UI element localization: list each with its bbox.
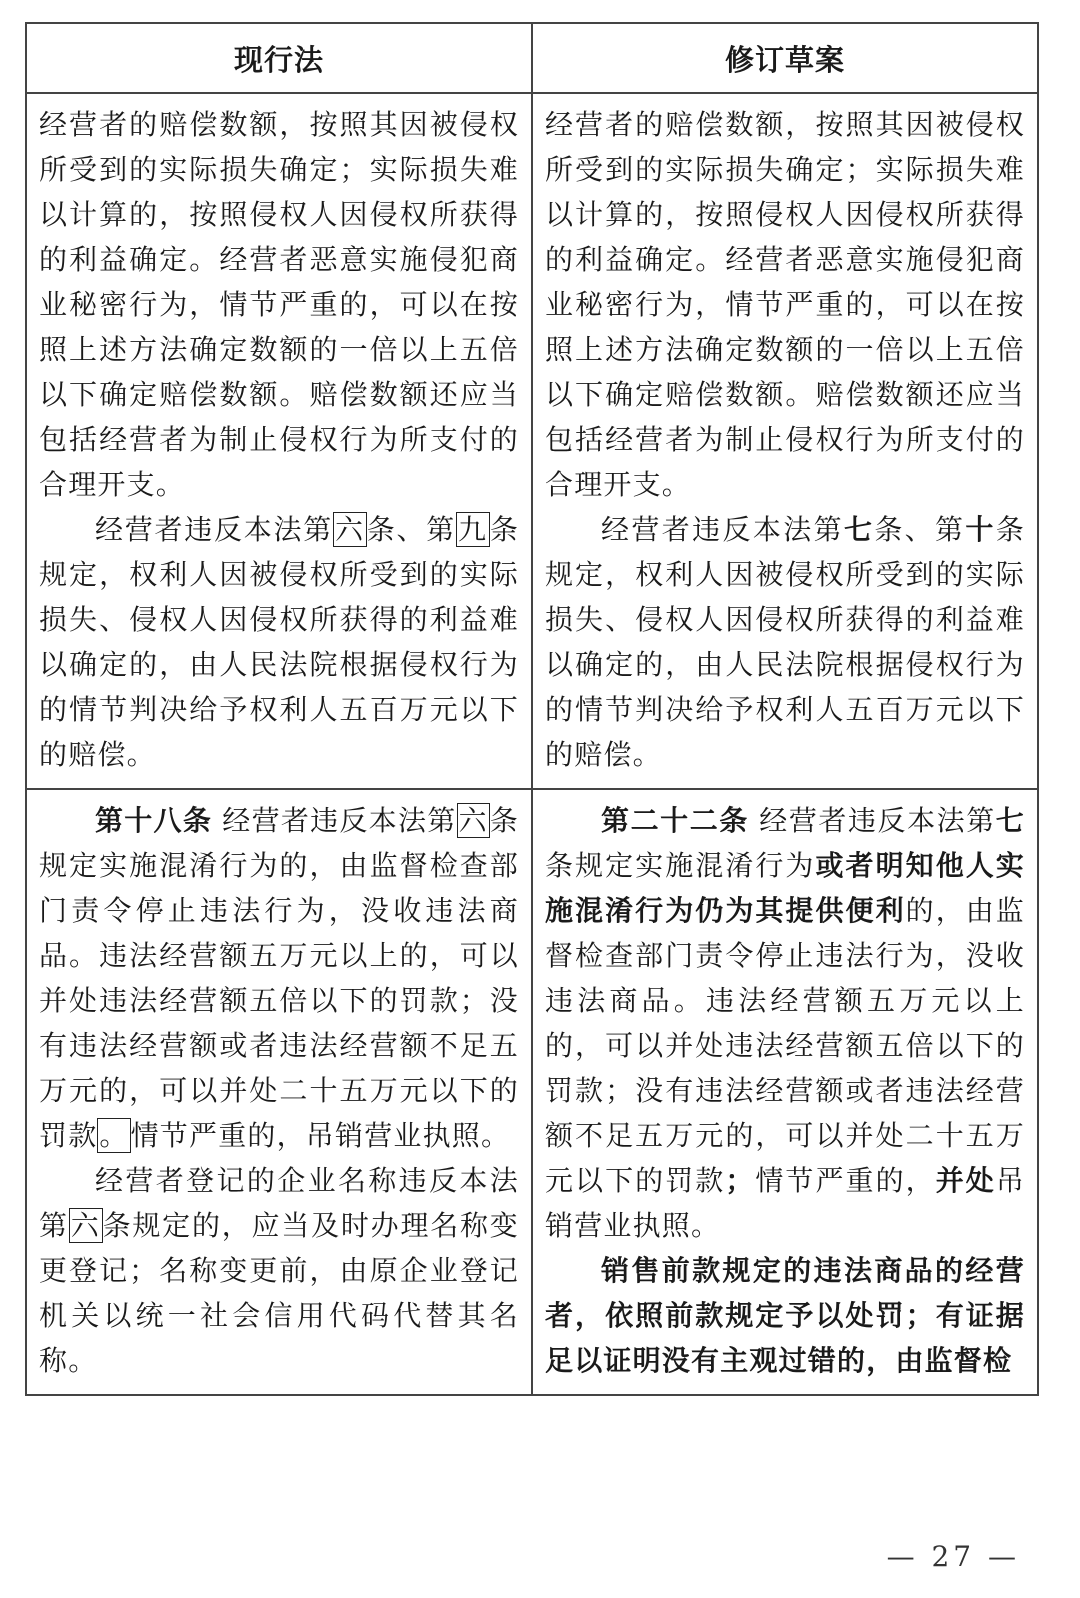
paragraph — [39, 1158, 519, 1383]
bold-amendment: 七 — [995, 804, 1025, 837]
text-run: 条规定，权利人因被侵权所受到的实际损失、侵权人因侵权所获得的利益难以确定的，由人民法院根据侵权行为的情节判决给予权利人五百万元以下的赔偿。 — [545, 513, 1025, 771]
revised-draft-cell — [532, 789, 1038, 1395]
text-run: 条规定实施混淆行为 — [545, 849, 816, 882]
bold-amendment: 并处 — [935, 1164, 996, 1197]
text-run: 条、第 — [366, 513, 457, 546]
text-run: 情节严重的， — [754, 1164, 936, 1197]
paragraph: 经营者的赔偿数额，按照其因被侵权所受到的实际损失确定；实际损失难以计算的，按照侵权人因侵权所获得的利益确定。经营者恶意实施侵犯商业秘密行为，情节严重的，可以在按照上述方法确定数额的一倍以上五倍以下确定赔偿数额。赔偿数额还应当包括经营者为制止侵权行为所支付的合理开支。 — [545, 108, 1025, 501]
text-run: 的，由监督检查部门责令停止违法行为，没收违法商品。违法经营额五万元以上的，可以并处违法经营额五倍以下的罚款；没有违法经营额或者违法经营额不足五万元的，可以并处二十五万元以下的罚款 — [545, 894, 1025, 1197]
text-run: 条、第 — [874, 513, 966, 546]
current-law-cell — [26, 93, 532, 789]
comparison-table — [25, 22, 1039, 1396]
table-header-row — [26, 23, 1038, 93]
paragraph — [39, 507, 519, 777]
bold-amendment: 十 — [965, 513, 996, 546]
table-row — [26, 789, 1038, 1395]
article-number: 第二十二条 — [601, 804, 749, 837]
boxed-deletion-mark: 六 — [335, 513, 365, 546]
boxed-deletion-mark: 六 — [70, 1209, 101, 1242]
header-current-law: 现行法 — [26, 23, 532, 93]
current-law-cell — [26, 789, 532, 1395]
text-run: 条规定，权利人因被侵权所受到的实际损失、侵权人因侵权所获得的利益难以确定的，由人民法院根据侵权行为的情节判决给予权利人五百万元以下的赔偿。 — [39, 513, 520, 771]
comparison-table-container — [25, 22, 1037, 1396]
text-run: 条规定的，应当及时办理名称变更登记；名称变更前，由原企业登记机关以统一社会信用代码代替其名称。 — [39, 1209, 520, 1377]
text-run: 经营者违反本法第 — [601, 513, 844, 546]
article-number: 第十八条 — [95, 804, 213, 837]
boxed-deletion-mark: 六 — [458, 804, 488, 837]
table-row — [26, 93, 1038, 789]
text-run: 吊销营业执照。 — [545, 1164, 1026, 1242]
text-run: 经营者违反本法第 — [212, 804, 457, 837]
bold-amendment: ； — [725, 1164, 755, 1197]
text-run: 经营者违反本法第 — [748, 804, 996, 837]
paragraph — [545, 507, 1025, 777]
text-run: 经营者违反本法第 — [95, 513, 334, 546]
revised-draft-cell — [532, 93, 1038, 789]
page-number: — 27 — — [886, 1540, 1020, 1573]
boxed-deletion-mark: 。 — [99, 1119, 129, 1152]
bold-amendment: 七 — [843, 513, 875, 546]
boxed-deletion-mark: 九 — [458, 513, 488, 546]
header-revised-draft: 修订草案 — [532, 23, 1038, 93]
bold-amendment-paragraph: 销售前款规定的违法商品的经营者，依照前款规定予以处罚；有证据足以证明没有主观过错的，由监督检 — [545, 1254, 1025, 1377]
paragraph — [545, 798, 1025, 1248]
paragraph: 经营者的赔偿数额，按照其因被侵权所受到的实际损失确定；实际损失难以计算的，按照侵权人因侵权所获得的利益确定。经营者恶意实施侵犯商业秘密行为，情节严重的，可以在按照上述方法确定数额的一倍以上五倍以下确定赔偿数额。赔偿数额还应当包括经营者为制止侵权行为所支付的合理开支。 — [39, 108, 519, 501]
bold-amendment: 或者明知他人实施混淆行为仍为其提供便利 — [545, 849, 1025, 927]
text-run: 情节严重的，吊销营业执照。 — [130, 1119, 511, 1152]
text-run: 经营者登记的企业名称违反本法第 — [39, 1164, 519, 1242]
paragraph — [39, 798, 519, 1158]
text-run: 条规定实施混淆行为的，由监督检查部门责令停止违法行为，没收违法商品。违法经营额五万元以上的，可以并处违法经营额五倍以下的罚款；没有违法经营额或者违法经营额不足五万元的，可以并处二十五万元以下的罚款 — [39, 804, 519, 1152]
